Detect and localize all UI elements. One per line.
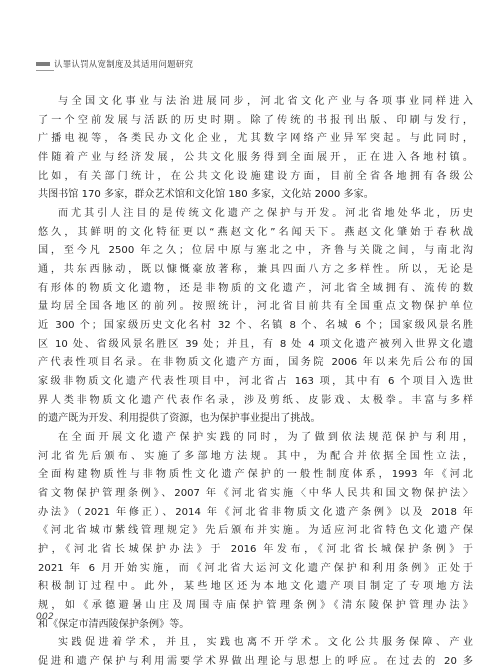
text-line: 河北省先后颁布、实施了多部地方法规。其中，为配合并依据全国性立法， [38,450,473,462]
header-rule [36,70,54,71]
text-line: 省文物保护管理条例》、2007 年《河北省实施〈中华人民共和国文物保护法〉 [38,488,473,500]
text-line: 比如，有关部门统计，在公共文化设施建设方面，目前全省各地拥有各级公 [38,170,473,182]
text-line: 共图书馆 170 多家，群众艺术馆和文化馆 180 多家，文化站 2000 多家。 [38,189,374,201]
text-line: 悠久，其鲜明的文化特征更以“燕赵文化”名闻天下。燕赵文化肇始于春秋战 [38,226,473,238]
text-line: 2021 年 6 月开始实施，而《河北省大运河文化遗产保护和利用条例》正处于 [38,562,473,574]
text-line: 促进和遗产保护与利用需要学术界做出理论与思想上的呼应。在过去的 20 多 [38,656,473,668]
text-line: 护，《河北省长城保护办法》于 2016 年发布，《河北省长城保护条例》于 [38,544,473,556]
text-line: 与全国文化事业与法治进展同步，河北省文化产业与各项事业同样进入 [58,96,473,107]
text-line: 产代表性项目名录。在非物质文化遗产方面，国务院 2006 年以来先后公布的国 [38,357,473,369]
text-line: 家级非物质文化遗产代表性项目中，河北省占 163 项，其中有 6 个项目入选世 [38,376,473,388]
text-line: 的遗产既为开发、利用提供了资源，也为保护事业提出了挑战。 [38,413,321,425]
text-line: 通，共东西脉动，既以慷慨豪放著称，兼具四面八方之多样性。所以，无论是 [38,264,473,276]
text-line: 区 10 处、省级风景名胜区 39 处；并且，有 8 处 4 项文化遗产被列入世界文化遗 [38,338,473,350]
text-line: 界人类非物质文化遗产代表作名录，涉及剪纸、皮影戏、太极拳。丰富与多样 [38,394,473,406]
text-line: 近 300 个；国家级历史文化名村 32 个、名镇 8 个、名城 6 个；国家级风景名胜 [38,320,473,332]
text-line: 伴随着产业与经济发展，公共文化服务得到全面展开，正在进入各地村镇。 [38,152,473,164]
text-line: 实践促进着学术，并且，实践也离不开学术。文化公共服务保障、产业 [58,637,473,649]
text-line: 和《保定市清西陵保护条例》等。 [38,618,190,630]
text-line: 办法》（2021 年修正）、2014 年《河北省非物质文化遗产条例》以及 2018 年 [38,506,473,518]
header-marker-bar [36,62,50,66]
text-line: 积极制订过程中。此外，某些地区还为本地文化遗产项目制定了专项地方法 [38,581,473,593]
text-line: 了一个空前发展与活跃的历史时期。除了传统的书报刊出版、印刷与发行， [38,114,473,126]
text-line: 而尤其引人注目的是传统文化遗产之保护与开发。河北省地处华北，历史 [58,208,473,220]
text-line: 广播电视等，各类民办文化企业，尤其数字网络产业异军突起。与此同时， [38,133,473,145]
text-line: 规，如《承德避暑山庄及周围寺庙保护管理条例》《清东陵保护管理办法》 [38,600,473,612]
running-header [36,58,193,70]
text-line: 有形体的物质文化遗物，还是非物质的文化遗产，河北省全域拥有、流传的数 [38,282,473,294]
text-line: 全面构建物质性与非物质性文化遗产保护的一般性制度体系，1993 年《河北 [38,469,473,481]
header-title: 认罪认罚从宽制度及其适用问题研究 [54,60,194,70]
page-number: 002 [36,612,55,622]
text-line: 量均居全国各地区的前列。按照统计，河北省目前共有全国重点文物保护单位 [38,301,473,313]
text-line: 国，至今凡 2500 年之久；位居中原与塞北之中，齐鲁与关陇之间，与南北沟 [38,245,473,257]
text-line: 在全面开展文化遗产保护实践的同时，为了做到依法规范保护与利用， [58,432,473,444]
text-line: 《河北省城市紫线管理规定》先后颁布并实施。为适应河北省特色文化遗产保 [38,525,473,537]
